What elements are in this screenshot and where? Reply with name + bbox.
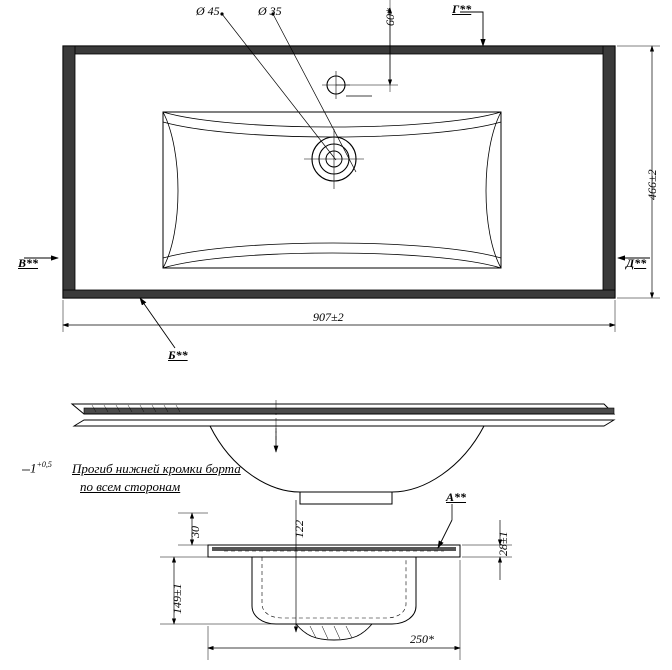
note-line-2: по всем сторонам [80,479,181,494]
dim-label-149: 149±1 [170,583,184,614]
dim-label-28: 28±1 [496,531,510,556]
section-dims [160,513,512,660]
top-view-outline [63,46,615,298]
dim-label-hole-small: Ø 35 [258,4,282,18]
callout-d: Д** [626,256,647,270]
callout-a: А** [446,490,467,504]
section-view [208,500,460,640]
note-line-1: Прогиб нижней кромки борта [72,461,241,476]
callout-g: Г** [452,2,472,16]
dim-label-466: 466±2 [645,169,659,200]
dim-label-250: 250* [410,632,434,646]
dim-label-122: 122 [292,520,306,538]
note-value-tolerance: +0,5 [36,460,52,469]
callout-v: В** [18,256,39,270]
note-value-number: 1 [30,460,37,476]
dim-label-60: 60* [383,8,397,26]
callout-g-leader [460,12,483,46]
callout-b-leader [140,298,175,348]
dim-label-30: 30 [188,526,202,538]
callout-b: Б** [168,348,188,362]
dim-label-907: 907±2 [313,310,344,324]
dim-label-hole-large: Ø 45 [196,4,220,18]
note-value [30,460,52,476]
